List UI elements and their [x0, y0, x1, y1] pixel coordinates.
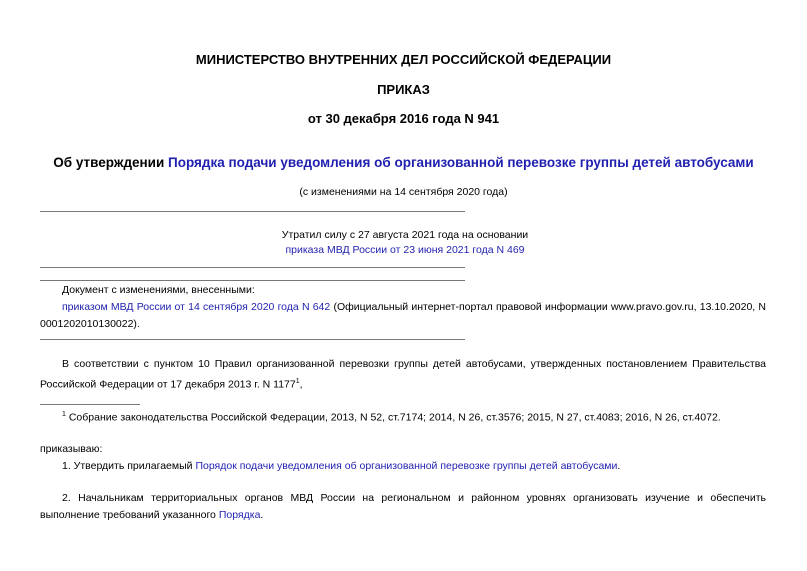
orders-line: приказываю: — [40, 443, 103, 455]
expired-note — [80, 229, 730, 256]
preamble-end: , — [299, 378, 303, 391]
divider — [40, 267, 465, 268]
title-link[interactable]: Порядка подачи уведомления об организованной перевозке группы детей автобусами — [168, 155, 754, 170]
footnote-ref[interactable]: 1 — [295, 378, 300, 385]
preamble-text: В соответствии с пунктом 10 Правил организованной перевозки группы детей автобусами, утвержденных постановлением Правительства Российской Федерации от 17 декабря 2013 г. N 1177 — [40, 358, 766, 391]
changes-rest: (Официальный интернет-портал правовой информации www.pravo.gov.ru, 13.10.2020, N 0001202010130022). — [40, 301, 766, 330]
item-2-link[interactable]: Порядка — [218, 509, 261, 521]
item-1-link[interactable]: Порядок подачи уведомления об организованной перевозке группы детей автобусами — [195, 460, 618, 472]
footnote-separator — [40, 404, 140, 405]
divider — [40, 339, 465, 340]
revision-note: (с изменениями на 14 сентября 2020 года) — [299, 186, 508, 198]
footnote-mark: 1 — [62, 411, 66, 418]
document-title — [0, 155, 807, 170]
expired-line: Утратил силу с 27 августа 2021 года на основании — [281, 229, 529, 241]
preamble-paragraph — [40, 356, 766, 394]
doc-type-heading: ПРИКАЗ — [377, 82, 430, 97]
changes-text — [40, 299, 766, 333]
ministry-heading: МИНИСТЕРСТВО ВНУТРЕННИХ ДЕЛ РОССИЙСКОЙ ФЕДЕРАЦИИ — [195, 52, 612, 67]
expired-link[interactable]: приказа МВД России от 23 июня 2021 года N 469 — [285, 244, 525, 256]
item-1-end: . — [617, 460, 621, 472]
divider — [40, 280, 465, 281]
changes-block — [40, 282, 766, 333]
item-2-text: 2. Начальникам территориальных органов МВД России на региональном и районном уровнях организовать изучение и обеспечить выполнение требований указанного — [40, 492, 766, 521]
footnote — [40, 406, 766, 427]
footnote-text: Собрание законодательства Российской Федерации, 2013, N 52, ст.7174; 2014, N 26, ст.3576; 2015, N 27, ст.4083; 2016, N 26, ст.4072. — [65, 411, 721, 424]
item-2-end: . — [260, 509, 264, 521]
item-1-prefix: 1. Утвердить прилагаемый — [62, 460, 196, 472]
changes-link[interactable]: приказом МВД России от 14 сентября 2020 года N 642 — [62, 301, 331, 313]
title-prefix: Об утверждении — [53, 155, 169, 170]
item-1 — [40, 458, 766, 475]
divider — [40, 211, 465, 212]
item-2 — [40, 490, 766, 524]
date-number-heading: от 30 декабря 2016 года N 941 — [307, 111, 500, 126]
changes-label: Документ с изменениями, внесенными: — [62, 284, 255, 296]
